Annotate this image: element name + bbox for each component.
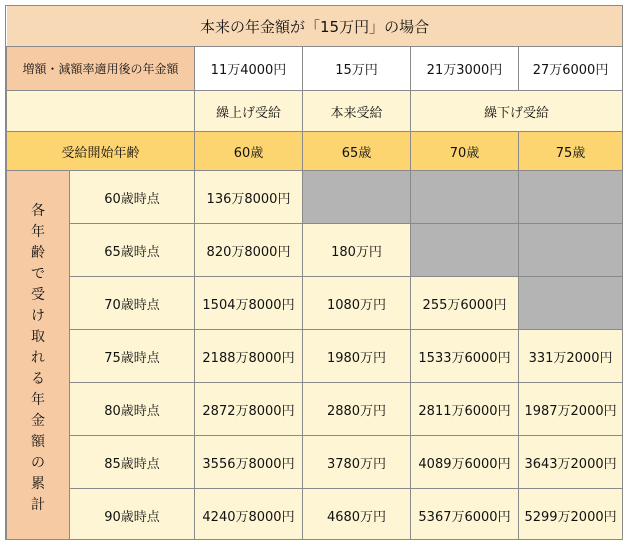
row-age: 75歳時点 xyxy=(70,330,195,383)
side-label: 各 年 齢 で 受 け 取 れ る 年 金 額 の 累 計 xyxy=(7,171,70,541)
cell-value: 3556万8000円 xyxy=(195,436,303,489)
amount-70: 21万3000円 xyxy=(411,47,519,91)
amount-60: 11万4000円 xyxy=(195,47,303,91)
pension-table xyxy=(6,6,623,540)
increase-label: 増額・減額率適用後の年金額 xyxy=(7,47,195,91)
cell-value: 2188万8000円 xyxy=(195,330,303,383)
cell-value: 1987万2000円 xyxy=(519,383,623,436)
row-age: 70歳時点 xyxy=(70,277,195,330)
cell-value: 820万8000円 xyxy=(195,224,303,277)
row-age: 85歳時点 xyxy=(70,436,195,489)
cell-value: 2811万6000円 xyxy=(411,383,519,436)
cell-value: 4240万8000円 xyxy=(195,489,303,541)
cell-value: 1980万円 xyxy=(303,330,411,383)
amount-75: 27万6000円 xyxy=(519,47,623,91)
cell-value: 2880万円 xyxy=(303,383,411,436)
start-age-60: 60歳 xyxy=(195,132,303,171)
start-age-label: 受給開始年齢 xyxy=(7,132,195,171)
cell-empty xyxy=(303,171,411,224)
cell-value: 1080万円 xyxy=(303,277,411,330)
start-age-65: 65歳 xyxy=(303,132,411,171)
row-age: 90歳時点 xyxy=(70,489,195,541)
cell-empty xyxy=(411,171,519,224)
cell-value: 3780万円 xyxy=(303,436,411,489)
cell-value: 4680万円 xyxy=(303,489,411,541)
cell-value: 4089万6000円 xyxy=(411,436,519,489)
cell-value: 255万6000円 xyxy=(411,277,519,330)
cell-value: 331万2000円 xyxy=(519,330,623,383)
cell-value: 5367万6000円 xyxy=(411,489,519,541)
cell-value: 5299万2000円 xyxy=(519,489,623,541)
cell-value: 180万円 xyxy=(303,224,411,277)
cell-empty xyxy=(519,171,623,224)
cell-value: 1533万6000円 xyxy=(411,330,519,383)
type-late: 繰下げ受給 xyxy=(411,91,623,132)
row-age: 65歳時点 xyxy=(70,224,195,277)
cell-value: 2872万8000円 xyxy=(195,383,303,436)
table-title: 本来の年金額が「15万円」の場合 xyxy=(7,6,623,47)
type-normal: 本来受給 xyxy=(303,91,411,132)
type-early: 繰上げ受給 xyxy=(195,91,303,132)
cell-value: 3643万2000円 xyxy=(519,436,623,489)
start-age-75: 75歳 xyxy=(519,132,623,171)
amount-65: 15万円 xyxy=(303,47,411,91)
cell-value: 1504万8000円 xyxy=(195,277,303,330)
cell-empty xyxy=(519,277,623,330)
start-age-70: 70歳 xyxy=(411,132,519,171)
row-age: 80歳時点 xyxy=(70,383,195,436)
cell-value: 136万8000円 xyxy=(195,171,303,224)
type-blank xyxy=(7,91,195,132)
cell-empty xyxy=(519,224,623,277)
pension-table-container xyxy=(5,5,623,540)
cell-empty xyxy=(411,224,519,277)
row-age: 60歳時点 xyxy=(70,171,195,224)
